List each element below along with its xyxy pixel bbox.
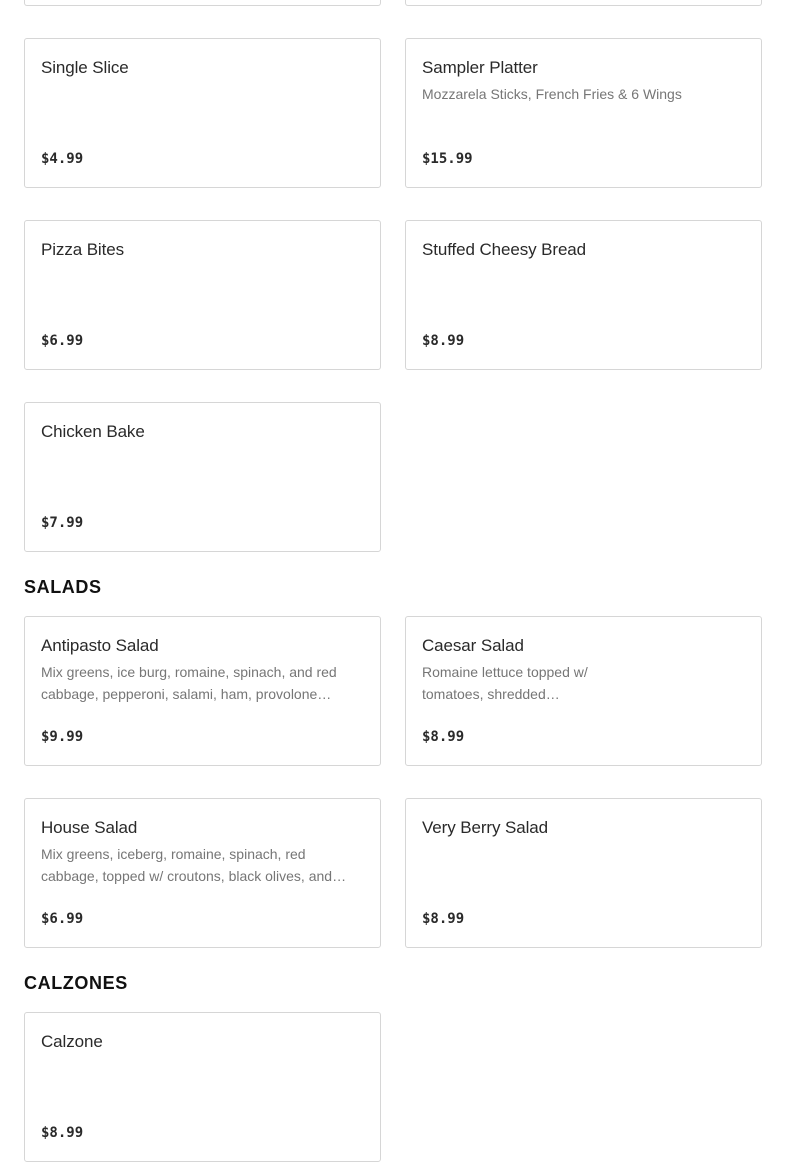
menu-item-name: Caesar Salad	[422, 636, 524, 655]
menu-item-description: Mix greens, iceberg, romaine, spinach, red cabbage, topped w/ croutons, black olives, and…	[41, 846, 347, 884]
menu-item-price: $8.99	[422, 729, 465, 745]
menu-item-price: $4.99	[41, 151, 84, 167]
menu-item-name: House Salad	[41, 818, 138, 837]
menu-item-card-calzone[interactable]	[24, 1012, 381, 1162]
menu-item-price: $8.99	[422, 333, 465, 349]
menu-item-card-partial[interactable]	[405, 0, 762, 6]
menu-item-card-caesar-salad[interactable]	[405, 616, 762, 766]
menu-item-price: $9.99	[41, 729, 84, 745]
section-title-salads: SALADS	[24, 577, 102, 597]
menu-item-card-chicken-bake[interactable]	[24, 402, 381, 552]
menu-item-name: Pizza Bites	[41, 240, 124, 259]
menu-item-card-antipasto-salad[interactable]	[24, 616, 381, 766]
menu-item-name: Chicken Bake	[41, 422, 145, 441]
menu-item-name: Stuffed Cheesy Bread	[422, 240, 587, 259]
menu-item-description: Mozzarela Sticks, French Fries & 6 Wings	[422, 86, 682, 102]
menu-item-name: Very Berry Salad	[422, 818, 548, 837]
section-title-calzones: CALZONES	[24, 973, 128, 993]
menu-item-card-single-slice[interactable]	[24, 38, 381, 188]
menu-item-description: Romaine lettuce topped w/ tomatoes, shredded…	[422, 664, 588, 702]
menu-item-price: $8.99	[41, 1125, 84, 1141]
menu-item-card-house-salad[interactable]	[24, 798, 381, 948]
menu-item-price: $6.99	[41, 911, 84, 927]
menu-item-card-sampler-platter[interactable]	[405, 38, 762, 188]
menu-item-card-very-berry-salad[interactable]	[405, 798, 762, 948]
menu-item-description: Mix greens, ice burg, romaine, spinach, and red cabbage, pepperoni, salami, ham, provolone…	[41, 664, 337, 702]
menu-item-price: $7.99	[41, 515, 84, 531]
menu-item-price: $6.99	[41, 333, 84, 349]
menu-item-card-partial[interactable]	[24, 0, 381, 6]
menu-item-price: $15.99	[422, 151, 473, 167]
menu-item-price: $8.99	[422, 911, 465, 927]
menu-item-name: Calzone	[41, 1032, 103, 1051]
menu-item-card-stuffed-cheesy-bread[interactable]	[405, 220, 762, 370]
menu-item-name: Sampler Platter	[422, 58, 538, 77]
menu-item-name: Single Slice	[41, 58, 129, 77]
menu-item-name: Antipasto Salad	[41, 636, 159, 655]
menu-item-card-pizza-bites[interactable]	[24, 220, 381, 370]
